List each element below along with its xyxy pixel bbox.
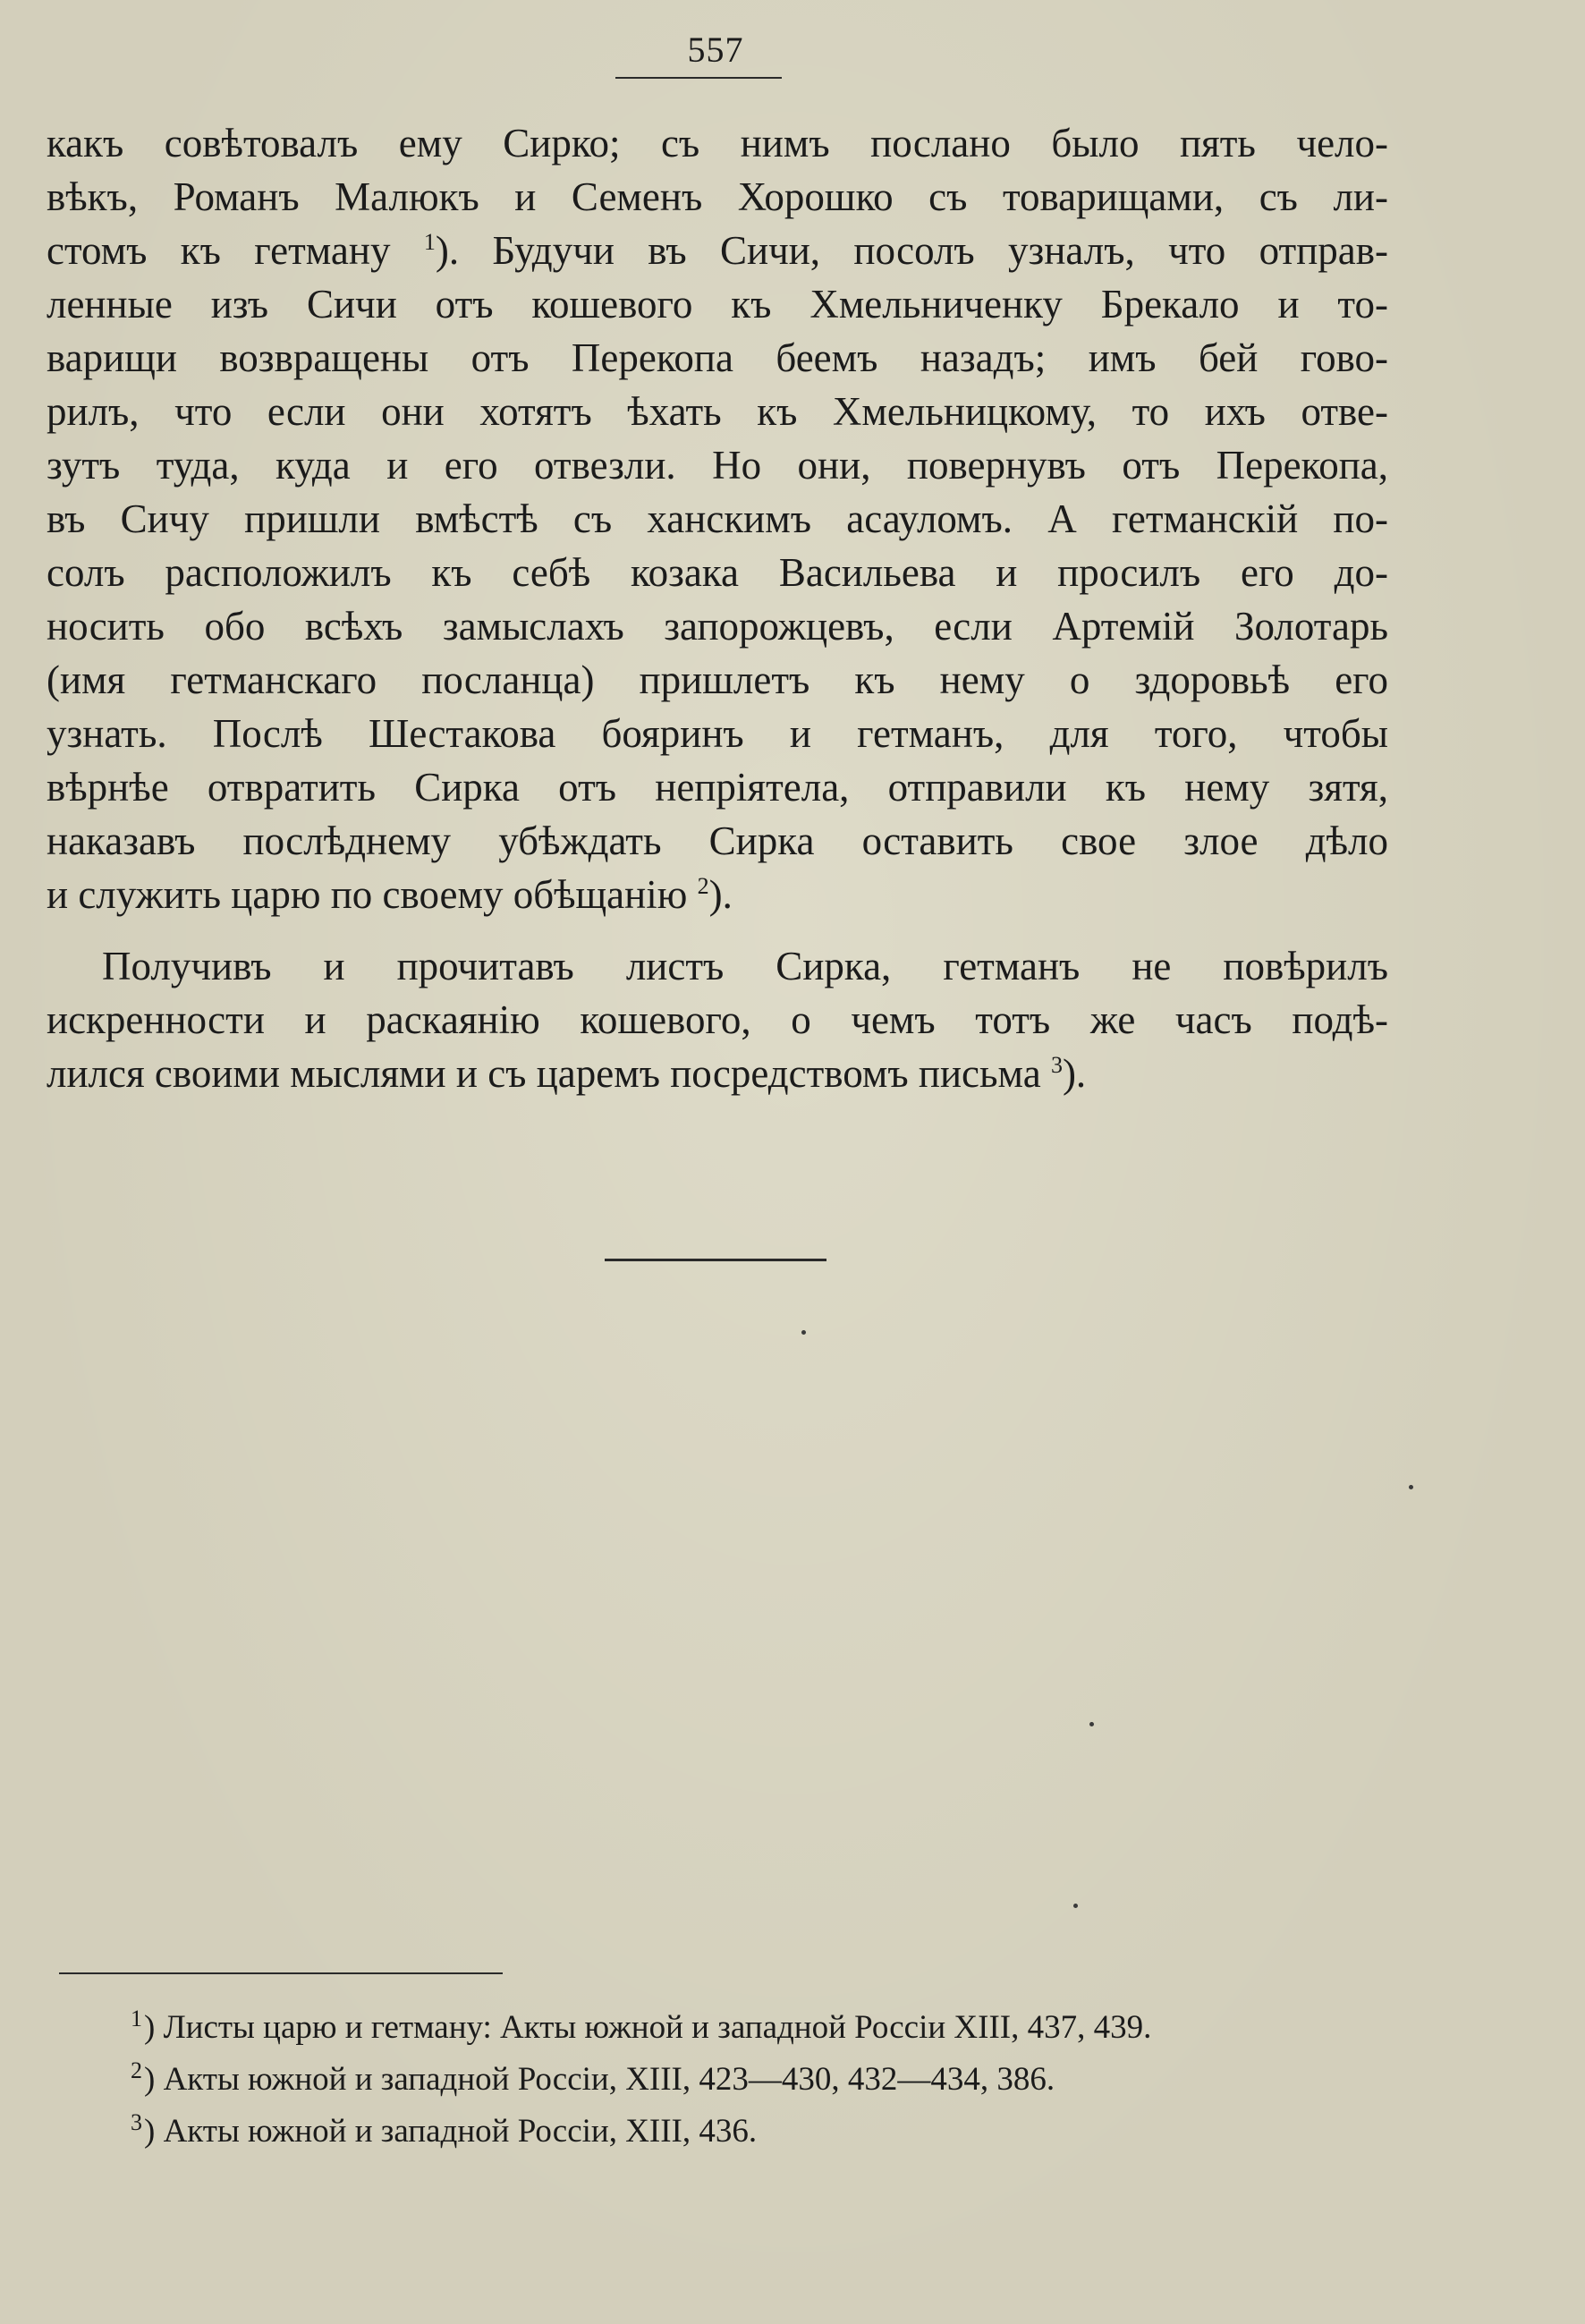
- line-text: рилъ, что если они хотятъ ѣхать къ Хмельницкому, то ихъ отве-: [47, 389, 1388, 434]
- text-line: [47, 760, 1388, 814]
- header-rule: [615, 77, 782, 79]
- line-text: наказавъ послѣднему убѣждать Сирка оставить свое злое дѣло: [47, 818, 1388, 863]
- line-text: носить обо всѣхъ замыслахъ запорожцевъ, если Артемій Золотарь: [47, 604, 1388, 649]
- line-text: въ Сичу пришли вмѣстѣ съ ханскимъ асауломъ. А гетманскій по-: [47, 496, 1388, 541]
- section-divider: [605, 1259, 826, 1261]
- line-text: узнать. Послѣ Шестакова бояринъ и гетманъ, для того, чтобы: [47, 711, 1388, 756]
- footnote-text: ) Акты южной и западной Россіи, XIII, 436.: [144, 2113, 758, 2150]
- line-text: (имя гетманскаго посланца) пришлетъ къ нему о здоровьѣ его: [47, 657, 1388, 702]
- ink-speck: [1409, 1485, 1413, 1489]
- text-line: [47, 438, 1388, 492]
- text-line: [47, 599, 1388, 653]
- footnote-text: ) Акты южной и западной Россіи, XIII, 423—430, 432—434, 386.: [144, 2061, 1055, 2098]
- footnote-number: 1: [131, 2005, 142, 2031]
- text-line: [47, 492, 1388, 546]
- text-line: [47, 116, 1388, 170]
- ink-speck: [801, 1330, 806, 1335]
- line-text: стомъ къ гетману: [47, 228, 391, 273]
- footnote-ref: 3: [1050, 1052, 1063, 1078]
- footnote-rule: [59, 1972, 503, 1974]
- text-line: [47, 653, 1388, 707]
- footnotes: [131, 2002, 1437, 2158]
- ink-speck: [1073, 1904, 1078, 1908]
- footnote-text: ) Листы царю и гетману: Акты южной и западной Россіи XIII, 437, 439.: [144, 2009, 1152, 2046]
- line-text: вѣкъ, Романъ Малюкъ и Семенъ Хорошко съ товарищами, съ ли-: [47, 174, 1388, 219]
- footnote: [131, 2002, 1437, 2054]
- line-text: ленные изъ Сичи отъ кошевого къ Хмельниченку Брекало и то-: [47, 282, 1388, 327]
- line-text: солъ расположилъ къ себѣ козака Васильева и просилъ его до-: [47, 550, 1388, 595]
- text-line: [47, 170, 1388, 224]
- footnote: [131, 2054, 1437, 2106]
- line-text: искренности и раскаянію кошевого, о чемъ тотъ же часъ подѣ-: [47, 997, 1388, 1042]
- line-text: вѣрнѣе отвратить Сирка отъ непріятела, отправили къ нему зятя,: [47, 765, 1388, 810]
- text-line: [47, 868, 1388, 921]
- line-text: Получивъ и прочитавъ листъ Сирка, гетманъ не повѣрилъ: [102, 944, 1388, 988]
- ink-speck: [1089, 1722, 1094, 1726]
- line-text: какъ совѣтовалъ ему Сирко; съ нимъ послано было пять чело-: [47, 121, 1388, 165]
- line-text-after: ). Будучи въ Сичи, посолъ узналъ, что отправ-: [435, 228, 1388, 273]
- text-line: [47, 331, 1388, 385]
- text-line: [47, 277, 1388, 331]
- line-text: зутъ туда, куда и его отвезли. Но они, повернувъ отъ Перекопа,: [47, 443, 1388, 488]
- text-line: [47, 1047, 1388, 1100]
- line-text-after: ).: [708, 872, 733, 917]
- text-line: [47, 707, 1388, 760]
- page-number: 557: [687, 30, 744, 70]
- text-line: [47, 993, 1388, 1047]
- paragraph-gap: [47, 921, 1388, 939]
- text-line: [47, 385, 1388, 438]
- footnote-number: 2: [131, 2057, 142, 2083]
- text-line: [47, 814, 1388, 868]
- text-line: [47, 546, 1388, 599]
- line-text: лился своими мыслями и съ царемъ посредствомъ письма: [47, 1051, 1041, 1096]
- body-text: [47, 116, 1388, 1100]
- footnote: [131, 2106, 1437, 2158]
- text-line: [47, 224, 1388, 277]
- footnote-ref: 1: [423, 229, 436, 255]
- line-text: и служить царю по своему обѣщанію: [47, 872, 688, 917]
- line-text: варищи возвращены отъ Перекопа беемъ назадъ; имъ бей гово-: [47, 335, 1388, 380]
- line-text-after: ).: [1062, 1051, 1087, 1096]
- footnote-number: 3: [131, 2108, 142, 2135]
- footnote-ref: 2: [697, 873, 709, 899]
- text-line: [47, 939, 1388, 993]
